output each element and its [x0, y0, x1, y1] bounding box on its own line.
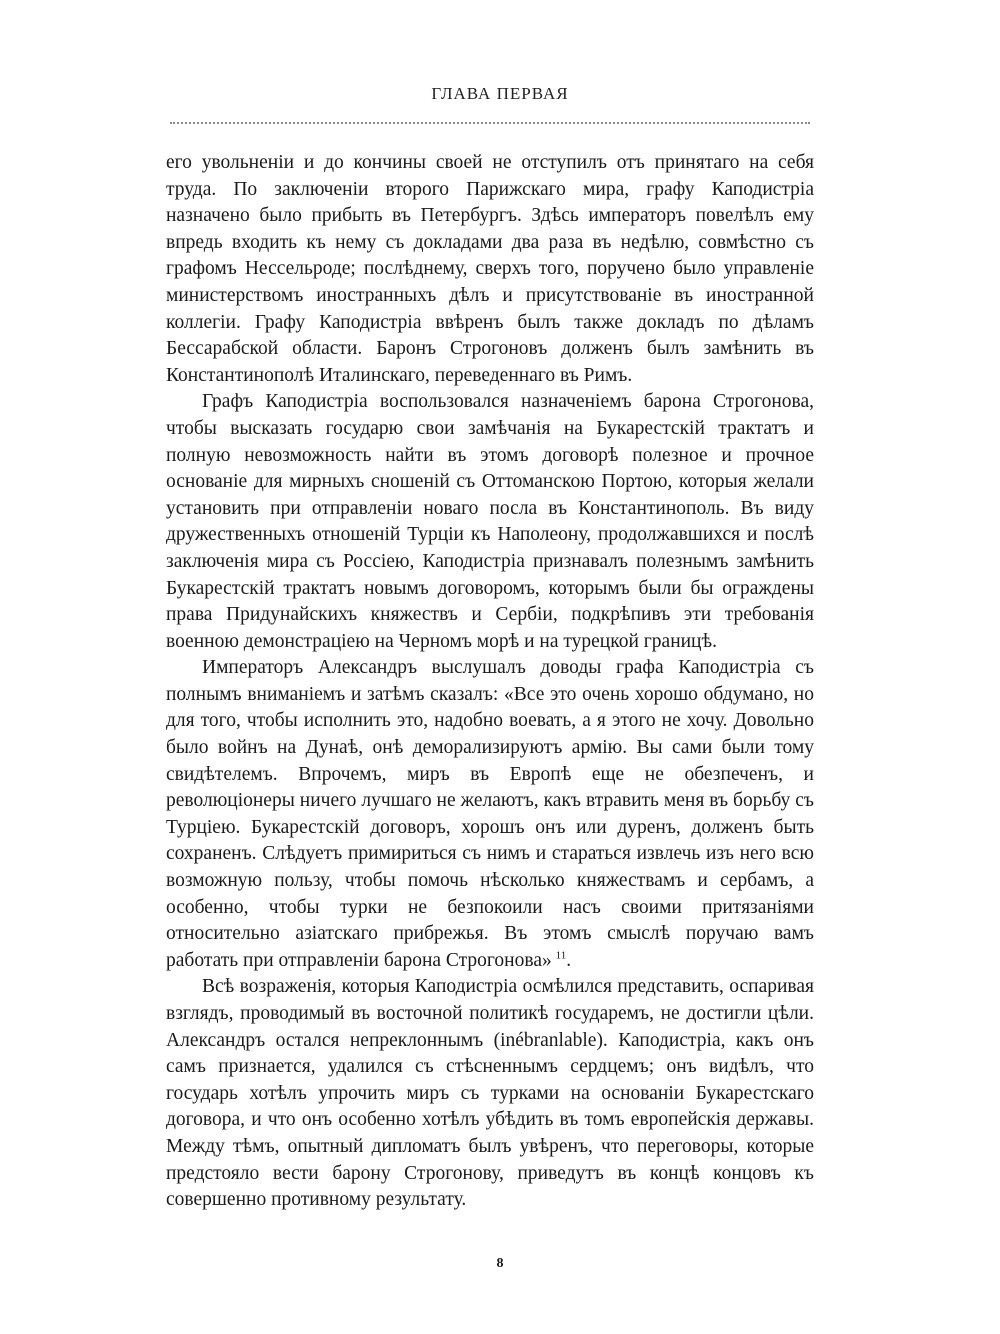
paragraph-2: Графъ Каподистріа воспользовался назначеніемъ барона Строгонова, чтобы высказать государю свои замѣчанія на Букарестскій трактатъ и полную невозможность найти въ этомъ договорѣ полезное и прочное основаніе для мирныхъ сношеній съ Оттоманскою Портою, которыя желали установить при отправленіи новаго посла въ Константинополь. Въ виду дружественныхъ отношеній Турціи къ Наполеону, продолжавшихся и послѣ заключенія мира съ Россіею, Каподистріа признавалъ полезнымъ замѣнить Букарестскій трактатъ новымъ договоромъ, которымъ были бы ограждены права Придунайскихъ княжествъ и Сербіи, подкрѣпивъ эти требованія военною демонстраціею на Черномъ морѣ и на турецкой границѣ. [166, 391, 814, 652]
footnote-ref: 11 [555, 949, 567, 962]
paragraph-1: его увольненіи и до кончины своей не отступилъ отъ принятаго на себя труда. По заключеніи второго Парижскаго мира, графу Каподистріа назначено было прибыть въ Петербургъ. Здѣсь императоръ повелѣлъ ему впредь входить къ нему съ докладами два раза въ недѣлю, совмѣстно съ графомъ Нессельроде; послѣднему, сверхъ того, поручено было управленіе министерствомъ иностранныхъ дѣлъ и присутствованіе въ иностранной коллегіи. Графу Каподистріа ввѣренъ былъ также докладъ по дѣламъ Бессарабской области. Баронъ Строгоновъ долженъ былъ замѣнить въ Константинополѣ Италинскаго, переведеннаго въ Римъ. [166, 152, 814, 386]
body-text [166, 150, 814, 1214]
footnote-trail: . [566, 949, 572, 971]
running-head: ГЛАВА ПЕРВАЯ [431, 84, 569, 103]
paragraph-3 [166, 655, 814, 974]
head-rule [170, 122, 810, 124]
paragraph-4: Всѣ возраженія, которыя Каподистріа осмѣлился представить, оспаривая взглядъ, проводимый въ восточной политикѣ государемъ, не достигли цѣли. Александръ остался непреклоннымъ (inébranlable). Каподистріа, какъ онъ самъ признается, удалился съ стѣсненнымъ сердцемъ; онъ видѣлъ, что государь хотѣлъ упрочить миръ съ турками на основаніи Букарестскаго договора, и что онъ особенно хотѣлъ убѣдить въ томъ европейскія державы. Между тѣмъ, опытный дипломатъ былъ увѣренъ, что переговоры, которые предстояло вести барону Строгонову, приведутъ въ концѣ концовъ къ совершенно противному результату. [166, 976, 814, 1211]
paragraph-3-text: Императоръ Александръ выслушалъ доводы графа Каподистріа съ полнымъ вниманіемъ и затѣмъ сказалъ: «Все это очень хорошо обдумано, но для того, чтобы исполнить это, надобно воевать, а я этого не хочу. Довольно было войнъ на Дунаѣ, онѣ деморализируютъ армію. Вы сами были тому свидѣтелемъ. Впрочемъ, миръ въ Европѣ еще не обезпеченъ, и революціонеры ничего лучшаго не желаютъ, какъ втравить меня въ борьбу съ Турціею. Букарестскій договоръ, хорошъ онъ или дуренъ, долженъ быть сохраненъ. Слѣдуетъ примириться съ нимъ и стараться извлечь изъ него всю возможную пользу, чтобы помочь нѣсколько княжествамъ и сербамъ, а особенно, чтобы турки не безпокоили насъ своими притязаніями относительно азіатскаго прибрежья. Въ этомъ смыслѣ поручаю вамъ работать при отправленіи барона Строгонова» [166, 657, 814, 971]
page-number: 8 [496, 1256, 504, 1271]
